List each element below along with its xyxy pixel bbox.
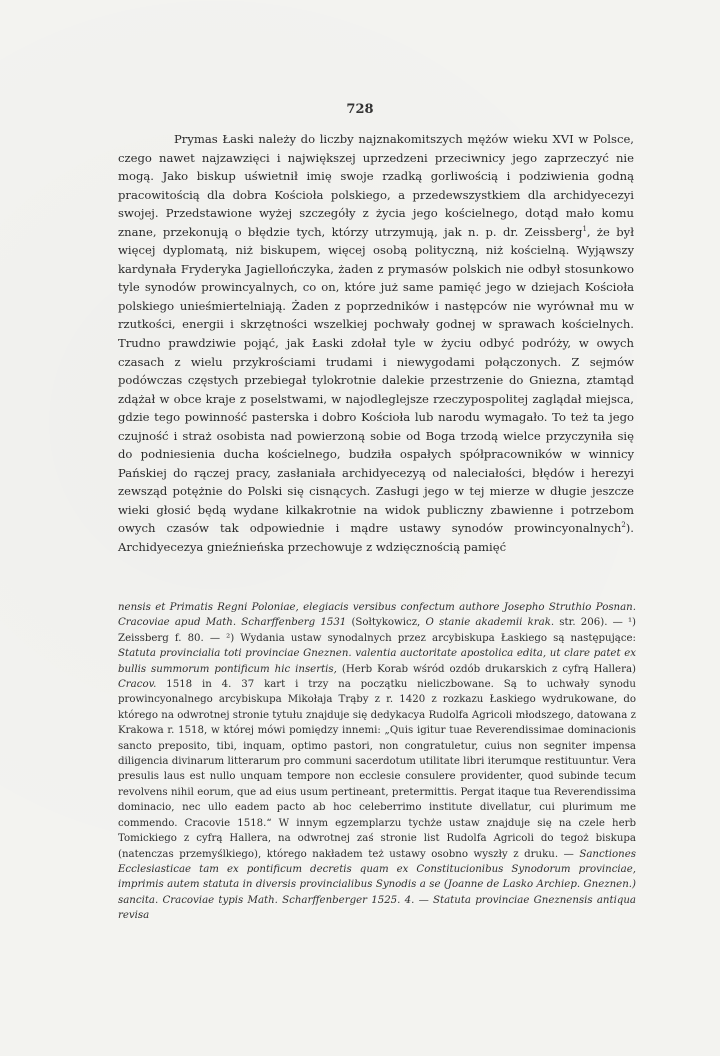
footnote-italic-3: Sanctiones Ecclesiasticae tam ex pontificum decretis quam ex Constitucionibus Synodorum provinciae, imprimis autem statuta in diversis provincialibus Synodis a se (Joanne de Lasko Archiep. Gneznen.) sancita. Cracoviae typis Math. Scharffenberger 1525. 4. — Statuta provinciae Gneznensis antiqua revisa (118, 848, 636, 922)
page-number: 728 (346, 102, 374, 117)
footnote-italic-2b: Cracov. (118, 679, 157, 691)
main-text-part-2: , że był więcej dyplomatą, niż biskupem, więcej osobą polityczną, niż kościelną. Wyjąwszy kardynała Fryderyka Jagiellończyka, żaden z prymasów polskich nie odbył stosunkowo tyle synodów prowincyalnych, co on, które już same pamięć jego w dziejach Kościoła polskiego unieśmiertelniają. Żaden z poprzedników i następców nie wyrównał mu w rzutkości, energii i skrzętności wszelkiej pochwały godnej w sprawach kościelnych. Trudno prawdziwie pojąć, jak Łaski zdołał tyle w życiu odbyć podróży, w owych czasach z wielu przykrościami trudami i niewygodami połączonych. Z sejmów podówczas częstych przebiegał tylokrotnie dalekie przestrzenie do Gniezna, ztamtąd zdążał w obce kraje z poselstwami, w najodleglejsze rzeczypospolitej zaglądał miejsca, gdzie tego powinność pasterska i dobro Kościoła lub narodu wymagało. To też ta jego czujność i straż osobista nad powierzoną sobie od Boga trzodą wielce przyczyniła się do podniesienia ducha kościelnego, budziła ospałych spółpracowników w winnicy Pańskiej do rączej pracy, zasłaniała archidyecezyą od naleciałości, błędów i herezyi zewsząd potężnie do Polski się cisnących. Zasługi jego w tej mierze w długie jeszcze wieki głosić będą wydane kilkakrotnie na widok publiczny zbawienne i potrzebom owych czasów tak odpowiednie i mądre ustawy synodów prowincyonalnych (118, 224, 634, 536)
footnote-italic-1: nensis et Primatis Regni Poloniae, elegiacis versibus confectum authore Josepho Struthio Posnan. Cracoviae apud Math. Scharffenberg 1531 (118, 602, 636, 629)
main-text-part-3: ). Archidyecezya gnieźnieńska przechowuje z wdzięcznością pamięć (118, 521, 634, 555)
footnote-text-1: (Sołtykowicz, (346, 617, 426, 629)
main-text-block (118, 130, 634, 557)
footnote-text (118, 600, 636, 924)
footnote-text-2b: 1518 in 4. 37 kart i trzy na początku nieliczbowane. Są to uchwały synodu prowincyonalnego arcybiskupa Mikołaja Trąby z r. 1420 z rozkazu Łaskiego wydrukowane, do którego na odwrotnej stronie tytułu znajduje się dedykacya Rudolfa Agricoli młodszego, datowana z Krakowa r. 1518, w której mówi pomiędzy innemi: „Quis igitur tuae Reverendissimae dominacionis sancto preposito, tibi, inquam, optimo pastori, non congratuletur, cuius non segniter impensa diligencia divinarum litterarum pro communi sacerdotum utilitate libri iterumque restituuntur. Vera presulis laus est nullo unquam tempore non ecclesie consulere providenter, quod subinde tecum revolvens nihil eorum, que ad eius usum pertineant, pretermittis. Pergat itaque tua Reverendissima dominacio, nec ullo eadem pacto ab hoc celeberrimo institute divellatur, cui plurimum me commendo. Cracovie 1518.“ W innym egzemplarzu tychże ustaw znajduje się na czele herb Tomickiego z cyfrą Hallera, na odwrotnej zaś stronie list Rudolfa Agricoli do tegoż biskupa (natenczas przemyślkiego), którego nakładem też ustawy osobno wyszły z druku. — (118, 679, 636, 860)
main-paragraph (118, 130, 634, 557)
footnote-italic-1b: O stanie akademii krak. (425, 617, 555, 629)
footnote-text-1b: str. 206). — ¹) Zeissberg f. 80. — ²) Wydania ustaw synodalnych przez arcybiskupa Łaskiego są następujące: (118, 617, 637, 644)
footnote-text-2: (Herb Korab wśród ozdób drukarskich z cyfrą Hallera) (336, 663, 636, 675)
footnote-ref-1: 1 (582, 224, 587, 233)
footnotes-block (118, 600, 636, 924)
main-text-part-1: Prymas Łaski należy do liczby najznakomitszych mężów wieku XVI w Polsce, czego nawet najzawzięci i największej uprzedzeni przeciwnicy jego zaprzeczyć nie mogą. Jako biskup uświetnił imię swoje rzadką gorliwością i podziwienia godną pracowitością dla dobra Kościoła polskiego, a przedewszystkiem dla archidyecezyi swojej. Przedstawione wyżej szczegóły z życia jego kościelnego, dotąd mało komu znane, przekonują o błędzie tych, którzy utrzymują, jak n. p. dr. Zeissberg (118, 132, 634, 239)
footnote-ref-2: 2 (621, 521, 626, 530)
footnote-italic-2: Statuta provincialia toti provinciae Gneznen. valentia auctoritate apostolica edita, ut clare patet ex bullis summorum pontificum hic insertis, (118, 648, 636, 675)
